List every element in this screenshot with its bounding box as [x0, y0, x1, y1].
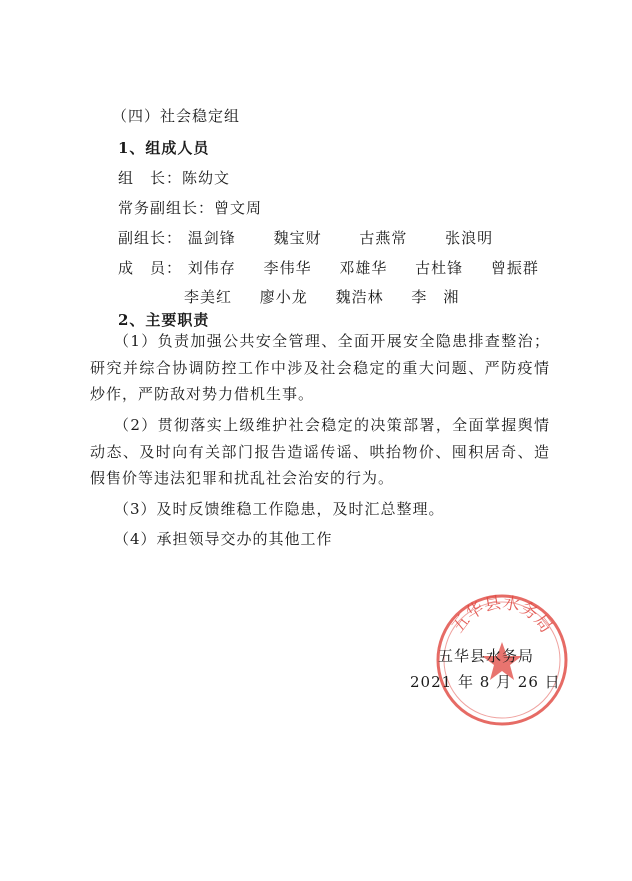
deputy-name: 古燕常	[359, 229, 408, 247]
leader-label: 组 长：	[118, 169, 183, 187]
signature-date: 2021 年 8 月 26 日	[410, 673, 561, 691]
member-name: 李美红	[184, 288, 233, 306]
exec-deputy-name: 曾文周	[214, 199, 263, 217]
duty-item-2: （2）贯彻落实上级维护社会稳定的决策部署，全面掌握舆情动态、及时向有关部门报告造谣传谣、哄抬物价、囤积居奇、造假售价等违法犯罪和扰乱社会治安的行为。	[90, 416, 550, 487]
heading-members: 1、组成人员	[118, 139, 210, 157]
member-name: 曾振群	[490, 259, 539, 277]
member-name: 古杜锋	[415, 259, 464, 277]
signature-org: 五华县水务局	[438, 647, 535, 665]
deputy-row	[118, 228, 511, 248]
member-name: 李 湘	[411, 288, 460, 306]
exec-deputy-row	[118, 198, 262, 218]
seal-text: 五华县水务局	[448, 593, 556, 637]
deputy-name: 温剑锋	[187, 229, 236, 247]
duty-item-4: （4）承担领导交办的其他工作	[114, 530, 333, 548]
leader-row	[118, 168, 230, 188]
member-name: 魏浩林	[335, 288, 384, 306]
member-name: 邓雄华	[339, 259, 388, 277]
duty-item-3: （3）及时反馈维稳工作隐患，及时汇总整理。	[114, 500, 445, 518]
member-name: 刘伟存	[187, 259, 236, 277]
heading-duties: 2、主要职责	[118, 311, 210, 329]
deputy-label: 副组长：	[118, 229, 183, 247]
leader-name: 陈幼文	[182, 169, 231, 187]
member-name: 廖小龙	[259, 288, 308, 306]
member-name: 李伟华	[263, 259, 312, 277]
deputy-name: 张浪明	[445, 229, 494, 247]
deputy-name: 魏宝财	[273, 229, 322, 247]
duty-item-1: （1）负责加强公共安全管理、全面开展安全隐患排查整治；研究并综合协调防控工作中涉及社会稳定的重大问题、严防疫情炒作，严防敌对势力借机生事。	[90, 332, 550, 403]
members-label: 成 员：	[118, 259, 183, 277]
members-row-1	[118, 258, 557, 278]
exec-deputy-label: 常务副组长：	[118, 199, 215, 217]
section-title: （四）社会稳定组	[112, 107, 241, 125]
members-row-2	[184, 287, 477, 307]
